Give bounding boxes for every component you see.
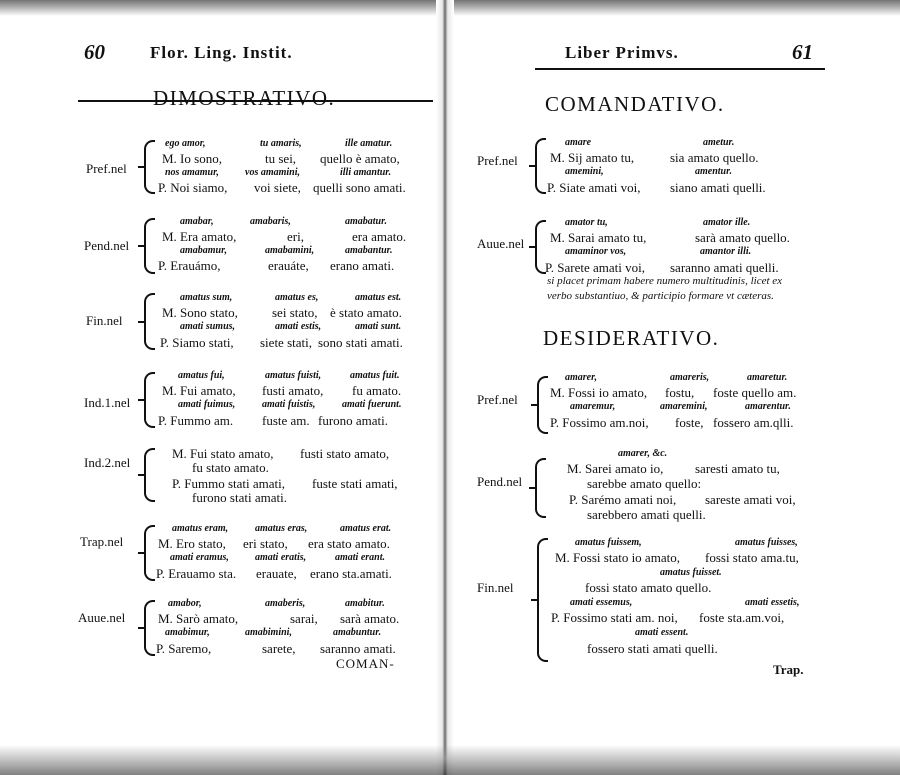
latin-form: amati essemus, <box>570 597 633 608</box>
latin-form: amentur. <box>695 166 732 177</box>
italian-form: fu stato amato. <box>192 460 269 475</box>
page-number: 60 <box>84 40 105 64</box>
italian-form: M. Sij amato tu, <box>550 150 635 165</box>
italian-form: fu amato. <box>352 383 402 398</box>
latin-form: amare <box>565 137 592 148</box>
italian-form: P. Erauámo, <box>158 258 221 273</box>
italian-form: fuste am. <box>262 413 310 428</box>
italian-form: P. Erauamo sta. <box>156 566 237 581</box>
catchword: Trap. <box>773 662 804 677</box>
italian-form: M. Ero stato, <box>158 536 226 551</box>
latin-form: amabimini, <box>245 627 292 638</box>
italian-form: sareste amati voi, <box>705 492 796 507</box>
brace-bracket <box>535 138 546 194</box>
latin-form: amatus eram, <box>172 523 229 534</box>
latin-form: amati eratis, <box>255 552 307 563</box>
latin-form: amati sunt. <box>355 321 402 332</box>
latin-form: amemini, <box>565 166 604 177</box>
italian-form: siete stati, <box>260 335 312 350</box>
brace-bracket <box>144 525 155 581</box>
italian-form: P. Fossimo am.noi, <box>550 415 649 430</box>
latin-form: amati fuistis, <box>262 399 316 410</box>
italian-form: erauate, <box>256 566 297 581</box>
latin-form: amatus eras, <box>255 523 308 534</box>
note-line: si placet primam habere numero multitudinis, licet ex <box>547 275 783 287</box>
header-rule <box>535 68 825 70</box>
section-title: DIMOSTRATIVO. <box>153 86 336 110</box>
italian-form: erano sta.amati. <box>310 566 392 581</box>
tense-label: Ind.1.nel <box>84 395 131 410</box>
left-page <box>0 0 445 775</box>
running-head: Flor. Ling. Instit. <box>150 43 293 62</box>
latin-form: amareris, <box>670 372 710 383</box>
tense-label: Trap.nel <box>80 534 124 549</box>
tense-label: Ind.2.nel <box>84 455 131 470</box>
italian-form: fusti amato, <box>262 383 324 398</box>
latin-form: amarer, &c. <box>618 448 668 459</box>
tense-label: Auue.nel <box>78 610 126 625</box>
italian-form: era amato. <box>352 229 407 244</box>
note-line: verbo substantiuo, & participio formare vt cæteras. <box>547 290 774 302</box>
brace-bracket <box>535 458 546 518</box>
latin-form: amatus fui, <box>178 370 225 381</box>
italian-form: siano amati quelli. <box>670 180 766 195</box>
latin-form: amaberis, <box>265 598 306 609</box>
latin-form: nos amamur, <box>165 167 219 178</box>
italian-form: sarà amato quello. <box>695 230 790 245</box>
latin-form: amati erant. <box>335 552 386 563</box>
italian-form: tu sei, <box>265 151 297 166</box>
brace-bracket <box>144 448 155 502</box>
italian-form: P. Sarémo amati noi, <box>569 492 677 507</box>
latin-form: ille amatur. <box>345 138 393 149</box>
latin-form: amatus fuisset. <box>660 567 722 578</box>
italian-form: sarebbero amati quelli. <box>587 507 706 522</box>
latin-form: amati fuimus, <box>178 399 236 410</box>
latin-form: amatus sum, <box>180 292 233 303</box>
tense-label: Fin.nel <box>477 580 514 595</box>
italian-form: sarete, <box>262 641 296 656</box>
italian-form: M. Sarò amato, <box>158 611 239 626</box>
italian-form: M. Fui stato amato, <box>172 446 274 461</box>
catchword: COMAN- <box>336 656 395 671</box>
italian-form: sarà amato. <box>340 611 400 626</box>
italian-form: P. Sarete amati voi, <box>545 260 646 275</box>
italian-form: erano amati. <box>330 258 395 273</box>
italian-form: fossero stati amati quelli. <box>587 641 718 656</box>
italian-form: P. Fummo am. <box>158 413 234 428</box>
italian-form: P. Fummo stati amati, <box>172 476 286 491</box>
brace-bracket <box>144 293 155 350</box>
italian-form: sarai, <box>290 611 318 626</box>
italian-form: fossero am.qlli. <box>713 415 794 430</box>
latin-form: amatus es, <box>275 292 319 303</box>
latin-form: ametur. <box>703 137 735 148</box>
brace-bracket <box>144 140 155 194</box>
italian-form: saresti amato tu, <box>695 461 780 476</box>
brace-bracket <box>537 538 548 662</box>
italian-form: M. Sarai amato tu, <box>550 230 647 245</box>
latin-form: amati estis, <box>275 321 322 332</box>
latin-form: vos amamini, <box>245 167 301 178</box>
italian-form: eri stato, <box>243 536 288 551</box>
italian-form: fossi stato amato quello. <box>585 580 712 595</box>
italian-form: M. Fossi io amato, <box>550 385 648 400</box>
italian-form: quello è amato, <box>320 151 400 166</box>
brace-bracket <box>144 372 155 428</box>
tense-label: Fin.nel <box>86 313 123 328</box>
latin-form: amabamini, <box>265 245 315 256</box>
latin-form: amantor illi. <box>700 246 752 257</box>
italian-form: foste, <box>675 415 704 430</box>
latin-form: amator ille. <box>703 217 751 228</box>
latin-form: amarer, <box>565 372 597 383</box>
latin-form: illi amantur. <box>340 167 392 178</box>
latin-form: amabatur. <box>345 216 387 227</box>
latin-form: amarentur. <box>745 401 791 412</box>
italian-form: foste quello am. <box>713 385 797 400</box>
right-page <box>455 0 900 775</box>
italian-form: M. Fossi stato io amato, <box>555 550 680 565</box>
latin-form: amator tu, <box>565 217 608 228</box>
italian-form: sia amato quello. <box>670 150 759 165</box>
italian-form: P. Siamo stati, <box>160 335 234 350</box>
italian-form: saranno amati. <box>320 641 396 656</box>
italian-form: M. Era amato, <box>162 229 237 244</box>
latin-form: amabantur. <box>345 245 393 256</box>
running-head: Liber Primvs. <box>565 43 679 62</box>
latin-form: amati sumus, <box>180 321 236 332</box>
italian-form: P. Fossimo stati am. noi, <box>551 610 678 625</box>
italian-form: foste sta.am.voi, <box>699 610 785 625</box>
italian-form: fostu, <box>665 385 695 400</box>
latin-form: amati essent. <box>635 627 689 638</box>
italian-form: M. Sarei amato io, <box>567 461 664 476</box>
latin-form: amabitur. <box>345 598 385 609</box>
latin-form: amabaris, <box>250 216 291 227</box>
latin-form: ego amor, <box>165 138 206 149</box>
italian-form: sarebbe amato quello: <box>587 476 702 491</box>
latin-form: amati essetis, <box>745 597 800 608</box>
italian-form: P. Saremo, <box>156 641 212 656</box>
italian-form: voi siete, <box>254 180 301 195</box>
latin-form: amatus fuisses, <box>735 537 798 548</box>
italian-form: fossi stato ama.tu, <box>705 550 799 565</box>
italian-form: saranno amati quelli. <box>670 260 779 275</box>
brace-bracket <box>144 218 155 274</box>
latin-form: amabor, <box>168 598 202 609</box>
tense-label: Auue.nel <box>477 236 525 251</box>
page-number: 61 <box>792 40 813 64</box>
section-title: COMANDATIVO. <box>545 92 725 116</box>
latin-form: amati eramus, <box>170 552 229 563</box>
latin-form: amabuntur. <box>333 627 382 638</box>
italian-form: P. Siate amati voi, <box>547 180 641 195</box>
italian-form: fusti stato amato, <box>300 446 390 461</box>
italian-form: quelli sono amati. <box>313 180 406 195</box>
italian-form: fuste stati amati, <box>312 476 398 491</box>
latin-form: amatus est. <box>355 292 402 303</box>
latin-form: amatus fuisti, <box>265 370 322 381</box>
italian-form: era stato amato. <box>308 536 390 551</box>
latin-form: amabamur, <box>180 245 227 256</box>
tense-label: Pend.nel <box>477 474 523 489</box>
tense-label: Pend.nel <box>84 238 130 253</box>
tense-label: Pref.nel <box>477 392 518 407</box>
latin-form: amatus fuissem, <box>575 537 642 548</box>
italian-form: sono stati amati. <box>318 335 403 350</box>
italian-form: P. Noi siamo, <box>158 180 228 195</box>
italian-form: eri, <box>287 229 304 244</box>
latin-form: amabimur, <box>165 627 210 638</box>
section-title: DESIDERATIVO. <box>543 326 720 350</box>
latin-form: tu amaris, <box>260 138 302 149</box>
tense-label: Pref.nel <box>86 161 127 176</box>
latin-form: amabar, <box>180 216 214 227</box>
italian-form: è stato amato. <box>330 305 402 320</box>
italian-form: erauáte, <box>268 258 309 273</box>
brace-bracket <box>537 376 548 434</box>
italian-form: sei stato, <box>272 305 318 320</box>
italian-form: furono stati amati. <box>192 490 287 505</box>
latin-form: amaremini, <box>660 401 708 412</box>
latin-form: amaretur. <box>747 372 788 383</box>
tense-label: Pref.nel <box>477 153 518 168</box>
latin-form: amati fuerunt. <box>342 399 402 410</box>
italian-form: M. Fui amato, <box>162 383 236 398</box>
italian-form: furono amati. <box>318 413 389 428</box>
latin-form: amaremur, <box>570 401 616 412</box>
latin-form: amatus fuit. <box>350 370 400 381</box>
brace-bracket <box>144 600 155 656</box>
italian-form: M. Sono stato, <box>162 305 238 320</box>
italian-form: M. Io sono, <box>162 151 222 166</box>
latin-form: amatus erat. <box>340 523 392 534</box>
latin-form: amaminor vos, <box>565 246 627 257</box>
